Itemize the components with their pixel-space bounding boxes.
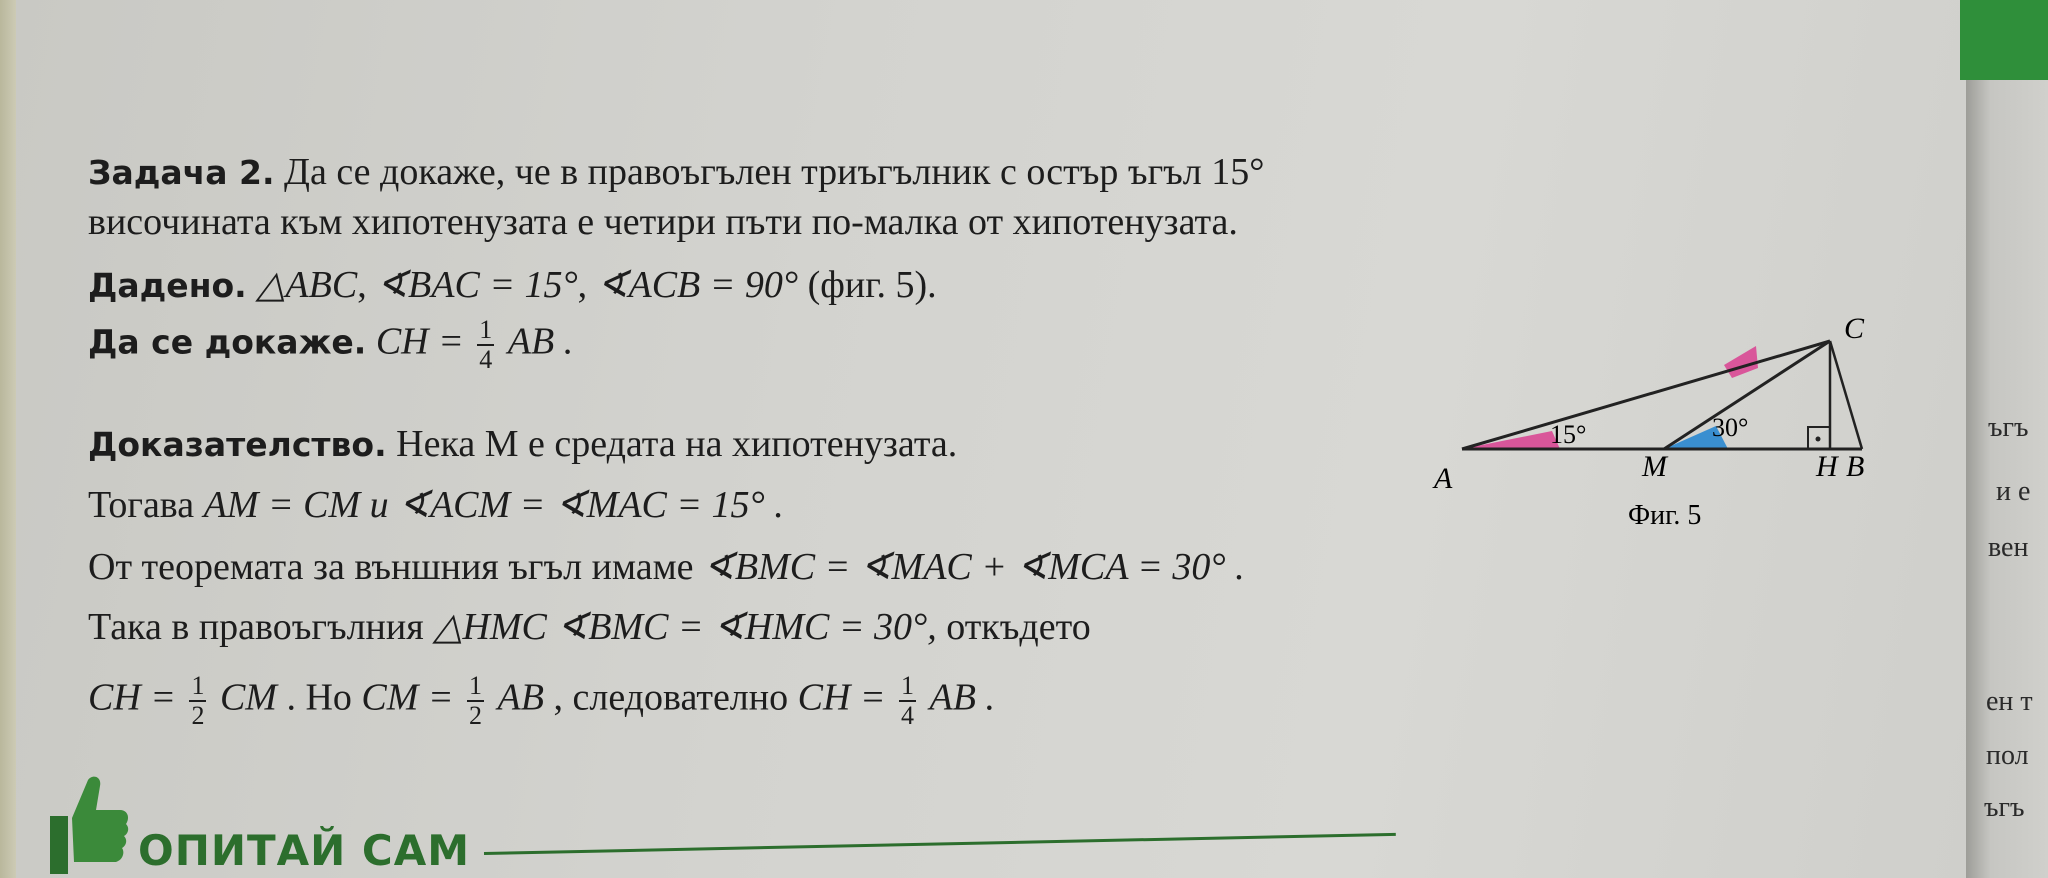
right-angle-dot: [1816, 437, 1821, 442]
prove-line: [88, 316, 573, 374]
fragment-4: ен т: [1986, 686, 2033, 717]
line-CB: [1830, 341, 1862, 449]
fragment-6: ъгъ: [1984, 792, 2025, 823]
proof-5h: AB .: [929, 676, 995, 719]
problem-line-1: [88, 150, 1264, 194]
proof-line-5: [88, 672, 995, 730]
proof-line-3: [88, 544, 1245, 589]
prove-heading: Да се докаже.: [88, 322, 367, 362]
proof-line-4: [88, 604, 1091, 649]
proof-5d: CM =: [361, 676, 454, 719]
fragment-5: пол: [1986, 740, 2029, 771]
problem-line-2: [88, 200, 1238, 244]
proof-math-4: △HMC ∢BMC = ∢HMC = 30°,: [433, 606, 937, 648]
given-heading: Дадено.: [88, 266, 247, 305]
line-AC: [1462, 341, 1830, 449]
proof-math-3: ∢BMC = ∢MAC + ∢MCA = 30° .: [703, 546, 1245, 588]
proof-5a: CH =: [88, 676, 176, 719]
problem-text-2: височината към хипотенузата е четири пъти по-малка от хипотенузата.: [88, 201, 1238, 243]
fraction-half-1: $\frac{1}{2}$: [191, 671, 205, 730]
fragment-2: и е: [1996, 476, 2031, 507]
given-triangle: △ABC: [256, 264, 358, 306]
label-A: A: [1434, 462, 1453, 495]
proof-math-2: AM = CM и ∢ACM = ∢MAC = 15° .: [203, 484, 784, 526]
proof-tail-4: откъдето: [946, 606, 1091, 648]
angle-C-fill: [1724, 346, 1758, 378]
proof-text-2: Тогава: [88, 484, 195, 526]
given-angle-1: ∢BAC = 15°: [376, 264, 578, 306]
given-line: Дадено. △ABC, ∢BAC = 15°, ∢ACB = 90° (фиг. 5).: [88, 264, 937, 306]
fragment-3: вен: [1988, 532, 2029, 563]
background-green: [1960, 0, 2048, 80]
angle-15-label: 15°: [1550, 420, 1587, 449]
proof-5g: CH =: [797, 676, 886, 719]
triangle-figure: [1432, 312, 1865, 531]
problem-text-1: Да се докаже, че в правоъгълен триъгълник с остър ъгъл 15°: [284, 151, 1265, 193]
label-M: M: [1642, 450, 1667, 483]
proof-5b: CM: [219, 676, 277, 719]
label-H: H: [1816, 450, 1838, 483]
proof-heading: Доказателство.: [88, 425, 387, 464]
given-angle-2: ∢ACB = 90°: [596, 264, 799, 306]
figure-5: [1420, 310, 1900, 540]
label-B: B: [1846, 450, 1865, 483]
proof-text-3: От теоремата за външния ъгъл имаме: [88, 546, 694, 588]
given-ref: (фиг. 5).: [807, 264, 937, 306]
fragment-1: ъгъ: [1988, 412, 2029, 443]
fraction-half-2: $\frac{1}{2}$: [469, 671, 483, 730]
prove-rhs: AB .: [507, 320, 574, 363]
try-it-heading: ОПИТАЙ САМ: [138, 826, 471, 875]
proof-5c: . Но: [286, 676, 352, 719]
proof-5f: , следователно: [553, 676, 789, 719]
angle-30-label: 30°: [1712, 413, 1749, 442]
prove-fraction: $\frac{1}{4}$: [479, 315, 493, 374]
thumbs-up-icon: [40, 772, 130, 878]
proof-line-2: [88, 482, 784, 527]
figure-caption: Фиг. 5: [1628, 500, 1702, 531]
proof-5e: AB: [497, 676, 544, 719]
proof-text-4: Така в правоъгълния: [88, 606, 424, 648]
prove-lhs: CH =: [375, 320, 464, 363]
label-C: C: [1844, 312, 1865, 345]
problem-heading: Задача 2.: [88, 153, 275, 192]
proof-text-1: Нека M е средата на хипотенузата.: [396, 423, 958, 465]
fraction-quarter: $\frac{1}{4}$: [901, 671, 915, 730]
proof-line-1: [88, 422, 957, 466]
